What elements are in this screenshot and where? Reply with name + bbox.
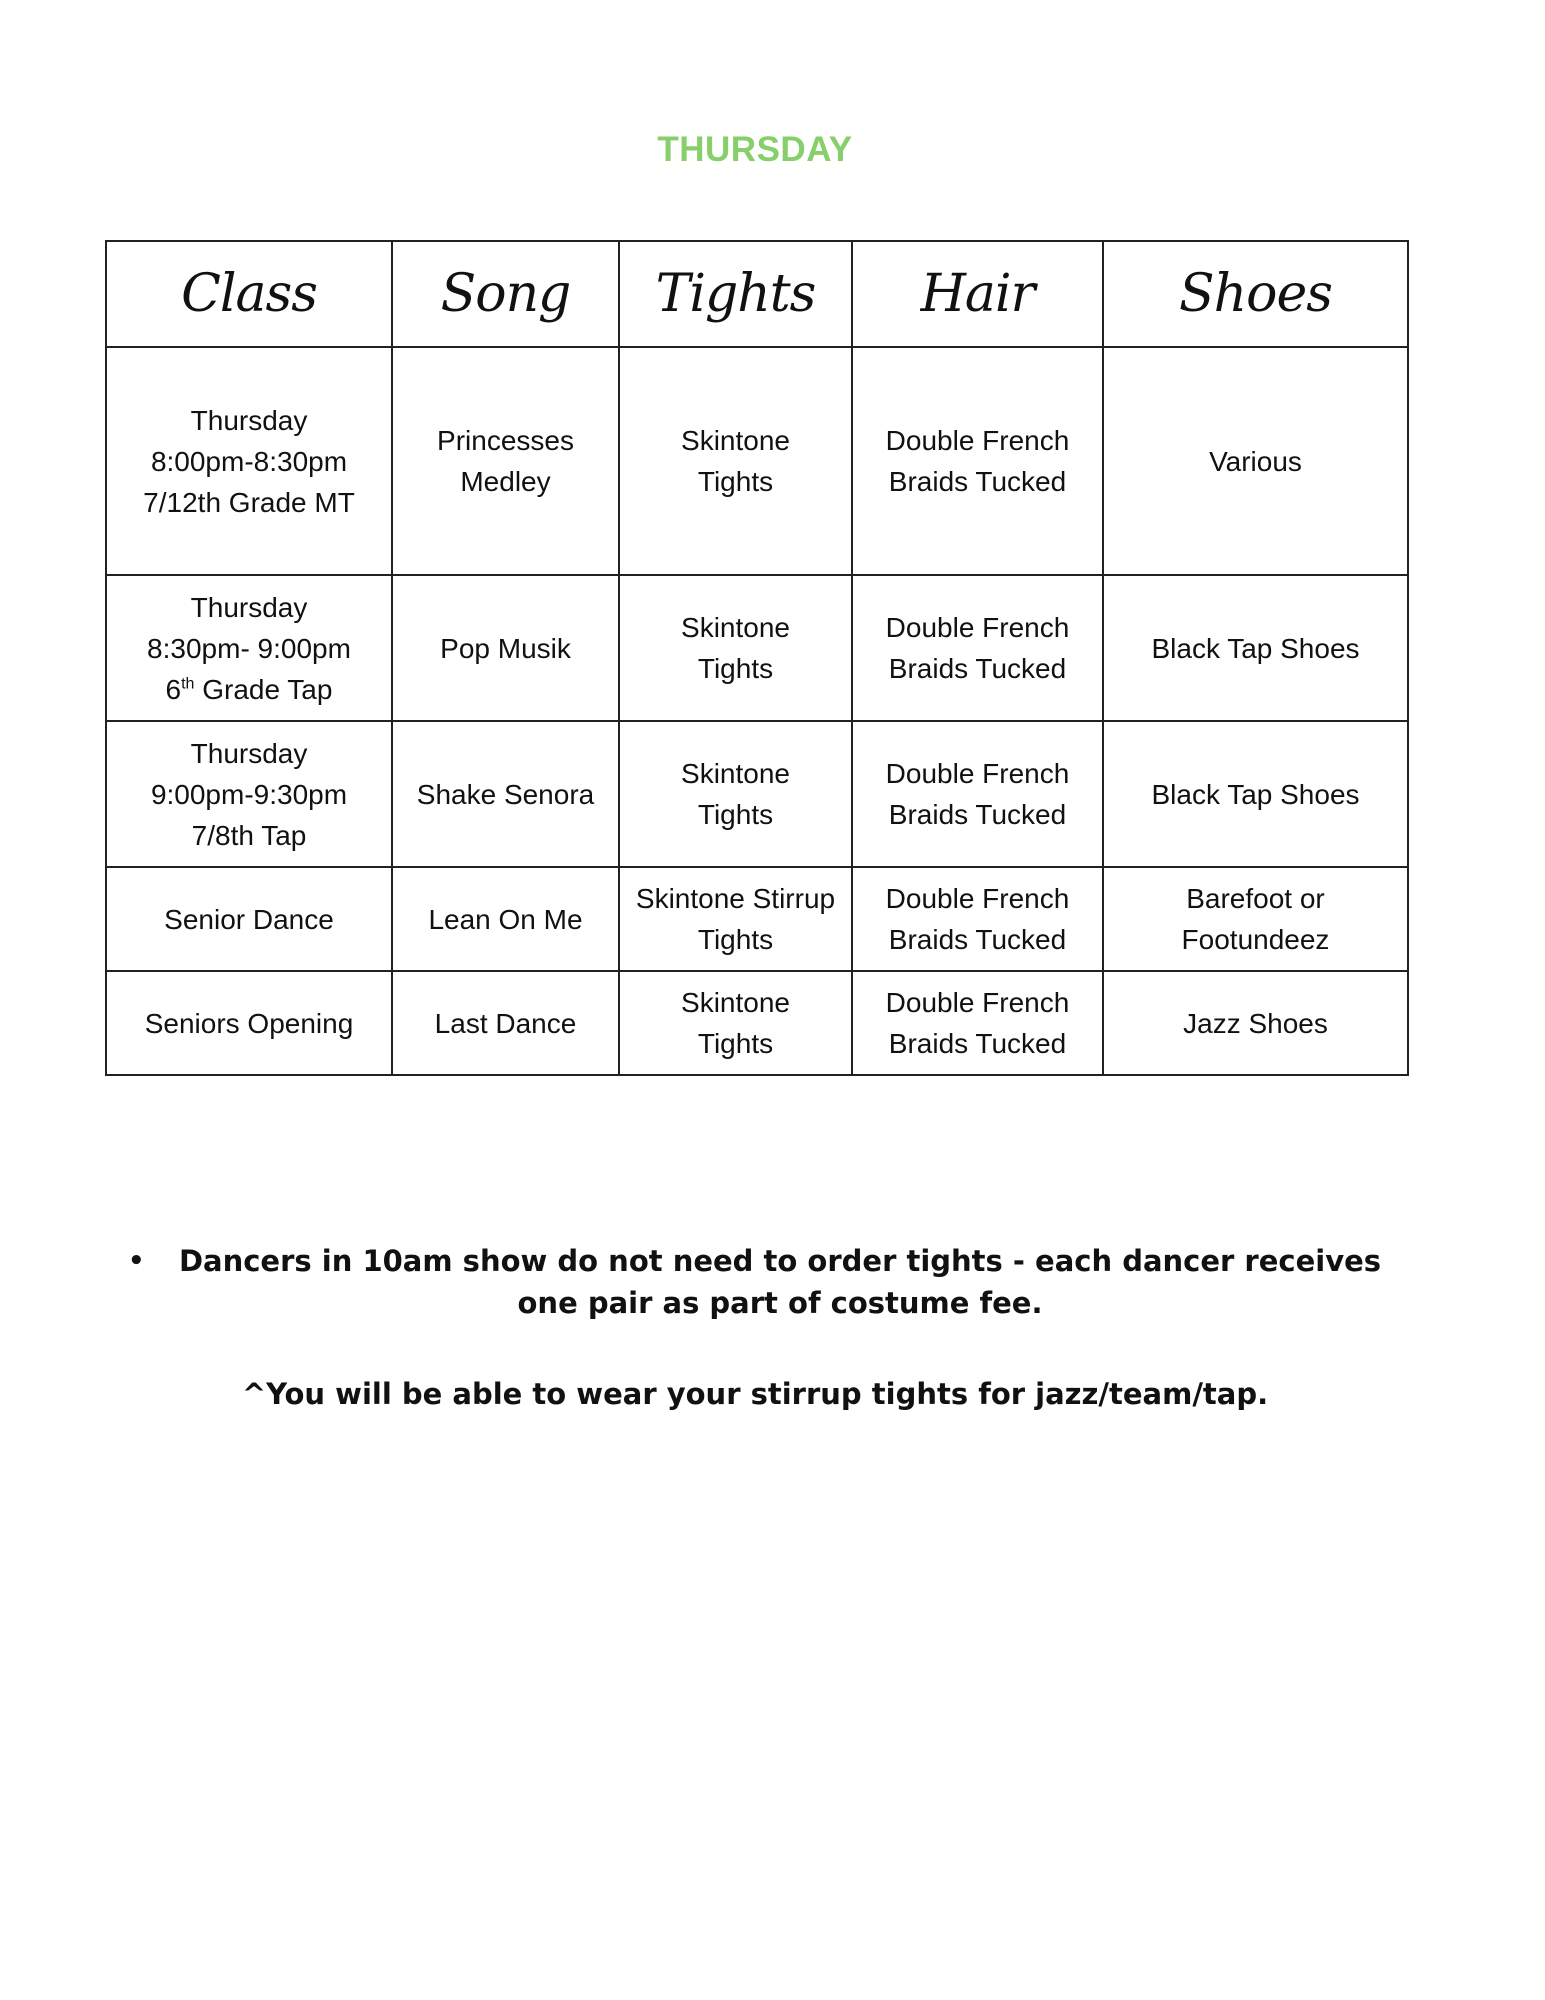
grade-suffix: th — [181, 675, 195, 693]
column-header-tights: Tights — [619, 241, 852, 347]
shoes-cell — [1103, 347, 1408, 575]
tights-text: Skintone — [681, 425, 790, 456]
column-header-class: Class — [106, 241, 392, 347]
class-day: Thursday — [190, 404, 308, 436]
hair-cell — [852, 721, 1103, 867]
hair-cell — [852, 971, 1103, 1075]
table-row — [106, 971, 1408, 1075]
class-name: Seniors Opening — [144, 1007, 354, 1039]
hair-text: Braids Tucked — [888, 466, 1067, 497]
song-cell — [392, 867, 619, 971]
song-text: Pop Musik — [440, 632, 571, 664]
class-name: 7/8th Tap — [191, 819, 307, 851]
song-text: Last Dance — [434, 1007, 577, 1039]
grade-label: Grade Tap — [194, 673, 333, 705]
hair-cell — [852, 347, 1103, 575]
class-day: Thursday — [190, 591, 308, 623]
class-cell — [106, 347, 392, 575]
class-time: 8:30pm- 9:00pm — [147, 632, 351, 664]
class-cell — [106, 575, 392, 721]
hair-text: Double French — [885, 987, 1070, 1018]
tights-cell — [619, 721, 852, 867]
tights-text: Tights — [697, 466, 774, 497]
class-cell — [106, 971, 392, 1075]
tights-cell — [619, 575, 852, 721]
hair-text: Braids Tucked — [888, 1028, 1067, 1059]
table-row — [106, 347, 1408, 575]
class-day: Thursday — [190, 737, 308, 769]
shoes-text: Black Tap Shoes — [1151, 632, 1360, 664]
list-item — [120, 1240, 1400, 1324]
tights-text: Skintone — [681, 758, 790, 789]
hair-text: Double French — [885, 612, 1070, 643]
class-name — [113, 669, 385, 710]
table-row — [106, 867, 1408, 971]
column-header-hair: Hair — [852, 241, 1103, 347]
song-text: Lean On Me — [428, 903, 583, 935]
shoes-text: Various — [1209, 445, 1302, 477]
class-name: Senior Dance — [164, 903, 334, 935]
note-line: one pair as part of costume fee. — [517, 1286, 1043, 1320]
shoes-text: Black Tap Shoes — [1151, 778, 1360, 810]
song-cell — [392, 575, 619, 721]
class-time: 8:00pm-8:30pm — [150, 445, 348, 477]
footnote: ^You will be able to wear your stirrup tights for jazz/team/tap. — [241, 1377, 1269, 1411]
tights-text: Skintone — [681, 612, 790, 643]
song-cell — [392, 347, 619, 575]
tights-cell — [619, 971, 852, 1075]
shoes-text: Footundeez — [1181, 924, 1330, 955]
song-text: Medley — [460, 466, 551, 497]
page-title: THURSDAY — [657, 130, 853, 169]
hair-text: Braids Tucked — [888, 799, 1067, 830]
shoes-cell — [1103, 867, 1408, 971]
shoes-text: Barefoot or — [1186, 883, 1325, 914]
class-time: 9:00pm-9:30pm — [150, 778, 348, 810]
column-header-song: Song — [392, 241, 619, 347]
song-text: Princesses — [437, 425, 574, 456]
hair-text: Double French — [885, 758, 1070, 789]
tights-text: Tights — [697, 1028, 774, 1059]
class-cell — [106, 721, 392, 867]
tights-text: Tights — [697, 924, 774, 955]
tights-text: Tights — [697, 799, 774, 830]
bullet-icon: • — [128, 1246, 145, 1276]
hair-text: Double French — [885, 425, 1070, 456]
hair-cell — [852, 867, 1103, 971]
table-row — [106, 721, 1408, 867]
tights-cell — [619, 347, 852, 575]
column-header-shoes: Shoes — [1103, 241, 1408, 347]
hair-text: Braids Tucked — [888, 924, 1067, 955]
song-cell — [392, 721, 619, 867]
table-row — [106, 575, 1408, 721]
shoes-cell — [1103, 971, 1408, 1075]
hair-cell — [852, 575, 1103, 721]
class-name: 7/12th Grade MT — [143, 486, 355, 518]
shoes-cell — [1103, 575, 1408, 721]
tights-text: Skintone Stirrup — [635, 883, 836, 914]
tights-cell — [619, 867, 852, 971]
notes-list — [120, 1240, 1400, 1324]
grade-number: 6 — [165, 673, 182, 705]
tights-text: Skintone — [681, 987, 790, 1018]
header-row — [106, 241, 1408, 347]
class-cell — [106, 867, 392, 971]
hair-text: Double French — [885, 883, 1070, 914]
shoes-text: Jazz Shoes — [1183, 1007, 1328, 1039]
schedule-table — [105, 240, 1409, 1076]
song-cell — [392, 971, 619, 1075]
hair-text: Braids Tucked — [888, 653, 1067, 684]
note-line: Dancers in 10am show do not need to order tights - each dancer receives — [178, 1244, 1382, 1278]
tights-text: Tights — [697, 653, 774, 684]
shoes-cell — [1103, 721, 1408, 867]
song-text: Shake Senora — [416, 778, 595, 810]
